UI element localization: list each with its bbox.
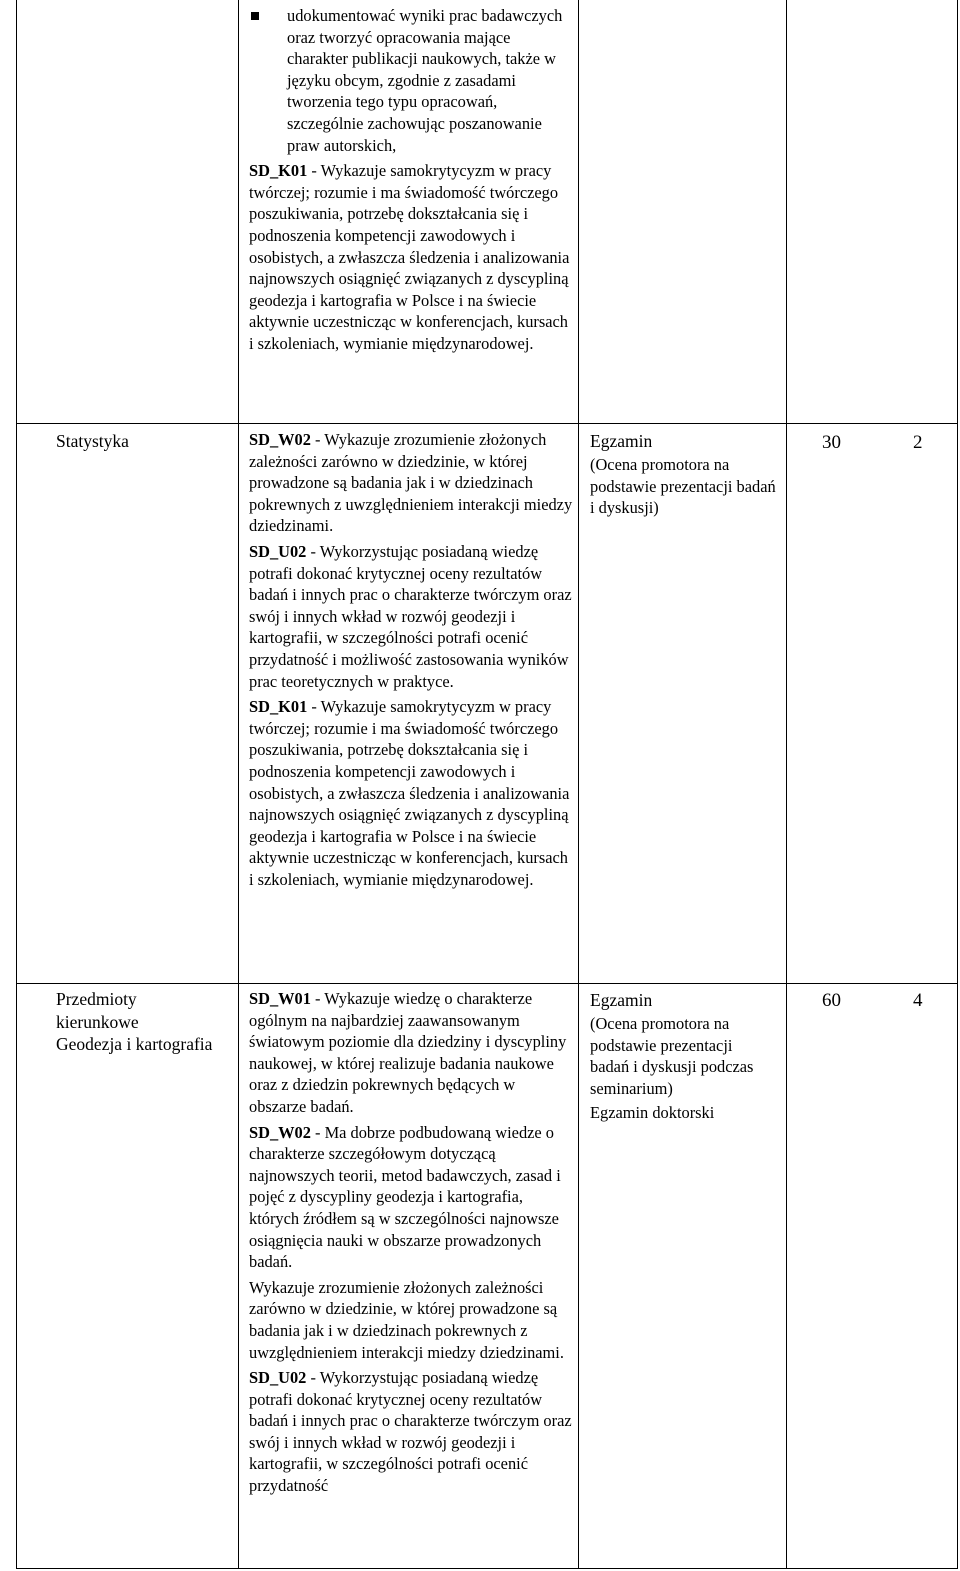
column-divider — [786, 0, 787, 1569]
row-divider — [16, 423, 957, 424]
subject-cell-row-1 — [56, 430, 234, 453]
effect-item — [249, 541, 575, 692]
table-border-right — [957, 0, 958, 1569]
effect-text: - Wykazuje samokrytycyzm w pracy twórczej; rozumie i ma świadomość twórczego poszukiwania, potrzebę dokształcania się i podnoszenia kompetencji zawodowych i osobistych, a zwłaszcza śledzenia i analizowania najnowszych osiągnięć związanych z dyscypliną geodezja i kartografia w Polsce i na świecie aktywnie uczestnicząc w konferencjach, kursach i szkoleniach, wymianie międzynarodowej. — [249, 697, 570, 889]
effect-code: SD_K01 — [249, 697, 308, 717]
square-bullet-icon — [251, 12, 259, 20]
effect-code: SD_K01 — [249, 161, 308, 181]
effect-item — [249, 1277, 575, 1363]
subject-cell-row-2 — [56, 988, 234, 1056]
column-divider — [238, 0, 239, 1569]
assessment-form: Egzamin — [590, 431, 653, 451]
effect-code: SD_W02 — [249, 430, 311, 449]
effect-item — [249, 1122, 575, 1273]
effect-text: udokumentować wyniki prac badawczych oraz tworzyć opracowania mające charakter publikacji naukowych, także w języku obcym, zgodnie z zasadami tworzenia tego typu opracowań, szczególnie zachowując poszanowanie praw autorskich, — [287, 6, 563, 155]
effect-text: - Wykazuje zrozumienie złożonych zależności zarówno w dziedzinie, w której prowadzone są badania jak i w dziedzinach pokrewnych z uwzględnieniem interakcji miedzy dziedzinami. — [249, 430, 573, 536]
effect-item — [249, 5, 575, 156]
assessment-cell-row-1 — [590, 429, 782, 519]
effects-cell-row-0 — [249, 5, 575, 359]
column-divider — [578, 0, 579, 1569]
effect-code: SD_W01 — [249, 989, 311, 1008]
row-divider — [16, 983, 957, 984]
assessment-form: Egzamin — [590, 990, 653, 1010]
assessment-note: (Ocena promotora na podstawie prezentacji badań i dyskusji podczas seminarium) — [590, 1014, 754, 1098]
subject-name: Statystyka — [56, 431, 129, 451]
assessment-note: (Ocena promotora na podstawie prezentacji badań i dyskusji) — [590, 455, 776, 518]
subject-name: Geodezja i kartografia — [56, 1034, 213, 1054]
table-border-bottom — [16, 1568, 957, 1569]
effect-item — [249, 696, 575, 890]
effect-code: SD_U02 — [249, 541, 307, 561]
effects-cell-row-1 — [249, 429, 575, 894]
effect-code: SD_W02 — [249, 1122, 311, 1142]
ects-value: 4 — [913, 990, 923, 1011]
effect-item — [249, 1367, 575, 1497]
subject-group: Przedmioty kierunkowe — [56, 989, 139, 1032]
table-border-left — [16, 0, 17, 1569]
effect-text: - Ma dobrze podbudowaną wiedze o charakterze szczegółowym dotyczącą najnowszych teorii, metod badawczych, zasad i pojęć z dyscypliny geodezja i kartografia, których źródłem są w szczególności najnowsze osiągnięcia nauki w obszarze prowadzonych badań. — [249, 1122, 561, 1272]
ects-value: 2 — [913, 432, 923, 453]
effect-text: - Wykazuje samokrytycyzm w pracy twórczej; rozumie i ma świadomość twórczego poszukiwania, potrzebę dokształcania się i podnoszenia kompetencji zawodowych i osobistych, a zwłaszcza śledzenia i analizowania najnowszych osiągnięć związanych z dyscypliną geodezja i kartografia w Polsce i na świecie aktywnie uczestnicząc w konferencjach, kursach i szkoleniach, wymianie międzynarodowej. — [249, 161, 570, 353]
hours-value: 30 — [822, 432, 841, 453]
effect-item — [249, 429, 575, 537]
effect-item — [249, 988, 575, 1118]
effect-text: Wykazuje zrozumienie złożonych zależności zarówno w dziedzinie, w której prowadzone są badania jak i w dziedzinach pokrewnych z uwzględnieniem interakcji miedzy dziedzinami. — [249, 1277, 564, 1362]
effect-code: SD_U02 — [249, 1368, 307, 1388]
effect-item — [249, 160, 575, 354]
effect-text: - Wykazuje wiedzę o charakterze ogólnym na najbardziej zaawansowanym światowym poziomie dla dziedziny i dyscypliny naukowej, w której realizuje badania naukowe oraz z dziedzin pokrewnych będących w obszarze badań. — [249, 989, 567, 1116]
assessment-cell-row-2 — [590, 988, 765, 1124]
effects-cell-row-2 — [249, 988, 575, 1501]
effect-text: - Wykorzystując posiadaną wiedzę potrafi dokonać krytycznej oceny rezultatów badań i innych prac o charakterze twórczym oraz swój i innych wkład w rozwój geodezji i kartografii, w szczególności potrafi ocenić przydatność i możliwość zastosowania wyników prac teoretycznych w praktyce. — [249, 541, 572, 691]
hours-value: 60 — [822, 990, 841, 1011]
effect-text: - Wykorzystując posiadaną wiedzę potrafi dokonać krytycznej oceny rezultatów badań i innych prac o charakterze twórczym oraz swój i innych wkład w rozwój geodezji i kartografii, w szczególności potrafi ocenić przydatność — [249, 1368, 572, 1496]
assessment-final: Egzamin doktorski — [590, 1103, 715, 1123]
